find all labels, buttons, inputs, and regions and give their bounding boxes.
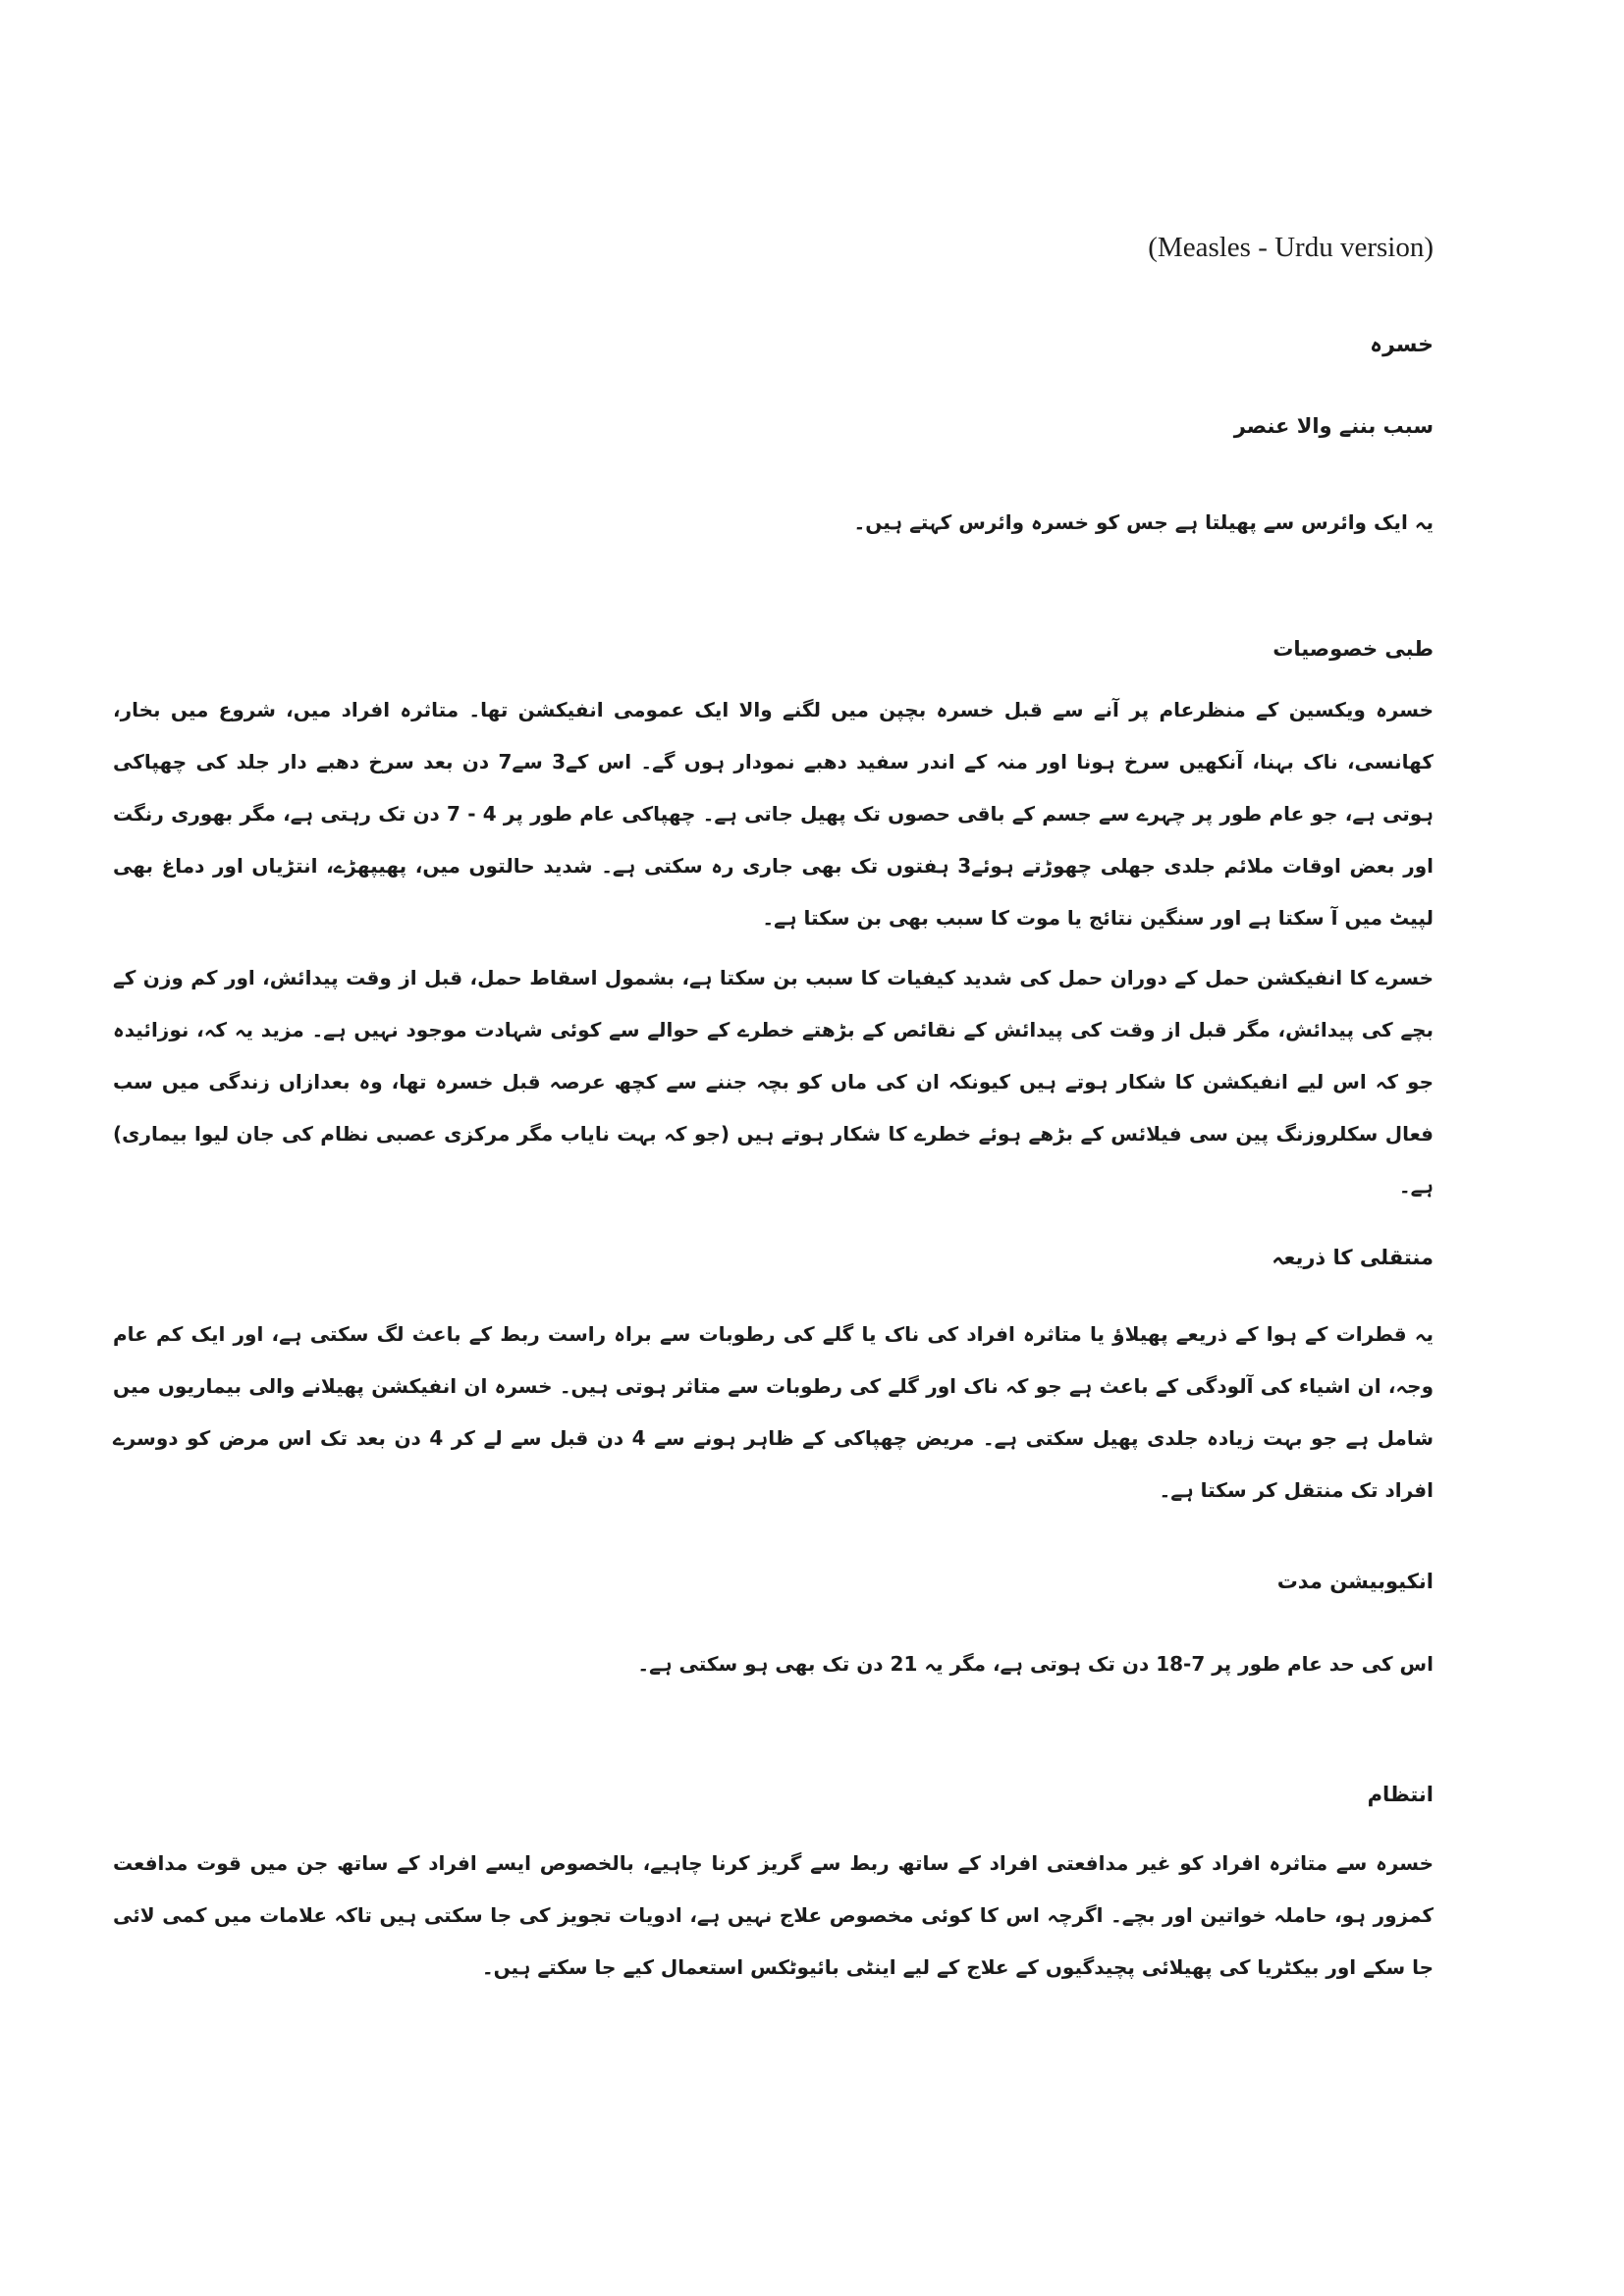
paragraph-causative-agent: یہ ایک وائرس سے پھیلتا ہے جس کو خسرہ وائرس کہتے ہیں۔	[853, 510, 1434, 534]
paragraph-management: خسرہ سے متاثرہ افراد کو غیر مدافعتی افراد کے ساتھ ربط سے گریز کرنا چاہیے، بالخصوص ایسے افراد کے ساتھ جن میں قوت مدافعت کمزور ہو، حاملہ خواتین اور بچے۔ اگرچہ اس کا کوئی مخصوص علاج نہیں ہے، ادویات تجویز کی جا سکتی ہیں تاکہ علامات میں کمی لائی جا سکے اور بیکٹریا کی پھیلائی پچیدگیوں کے علاج کے لیے اینٹی بائیوٹکس استعمال کیے جا سکتے ہیں۔	[113, 1851, 1434, 1979]
paragraph-incubation-period: اس کی حد عام طور پر 7-18 دن تک ہوتی ہے، مگر یہ 21 دن تک بھی ہو سکتی ہے۔	[637, 1652, 1434, 1676]
paragraph-transmission: یہ قطرات کے ہوا کے ذریعے پھیلاؤ یا متاثرہ افراد کی ناک یا گلے کی رطوبات سے براہ راست ربط کے باعث لگ سکتی ہے، اور ایک کم عام وجہ، ان اشیاء کی آلودگی کے باعث ہے جو کہ ناک اور گلے کی رطوبات سے متاثر ہوتی ہیں۔ خسرہ ان انفیکشن پھیلانے والی بیماریوں میں شامل ہے جو بہت زیادہ جلدی پھیل سکتی ہے۔ مریض چھپاکی کے ظاہر ہونے سے 4 دن قبل سے لے کر 4 دن بعد تک اس مرض کو دوسرے افراد تک منتقل کر سکتا ہے۔	[113, 1322, 1434, 1502]
language-note: (Measles - Urdu version)	[1148, 232, 1434, 263]
section-heading-transmission: منتقلی کا ذریعہ	[1272, 1246, 1434, 1269]
paragraph-clinical-features-2: خسرے کا انفیکشن حمل کے دوران حمل کی شدید کیفیات کا سبب بن سکتا ہے، بشمول اسقاط حمل، قبل از وقت پیدائش، اور کم وزن کے بچے کی پیدائش، مگر قبل از وقت کی پیدائش کے نقائص کے بڑھتے خطرے کے حوالے سے کوئی شہادت موجود نہیں ہے۔ مزید یہ کہ، نوزائیدہ جو کہ اس لیے انفیکشن کا شکار ہوتے ہیں کیونکہ ان کی ماں کو بچہ جننے سے کچھ عرصہ قبل خسرہ تھا، وہ بعدازاں زندگی میں سب فعال سکلروزنگ پین سی فیلائس کے بڑھے ہوئے خطرے کا شکار ہوتے ہیں (جو کہ بہت نایاب مگر مرکزی عصبی نظام کی جان لیوا بیماری) ہے۔	[113, 966, 1434, 1198]
document-title: خسرہ	[1370, 333, 1434, 357]
paragraph-clinical-features-1: خسرہ ویکسین کے منظرعام پر آنے سے قبل خسرہ بچپن میں لگنے والا ایک عمومی انفیکشن تھا۔ متاثرہ افراد میں، شروع میں بخار، کھانسی، ناک بہنا، آنکھیں سرخ ہونا اور منہ کے اندر سفید دھبے نمودار ہوں گے۔ اس کے3 سے7 دن بعد سرخ دھبے دار جلد کی چھپاکی ہوتی ہے، جو عام طور پر چہرے سے جسم کے باقی حصوں تک پھیل جاتی ہے۔ چھپاکی عام طور پر 4 - 7 دن تک رہتی ہے، مگر بھوری رنگت اور بعض اوقات ملائم جلدی جھلی چھوڑتے ہوئے3 ہفتوں تک بھی جاری رہ سکتی ہے۔ شدید حالتوں میں، پھیپھڑے، انتڑیاں اور دماغ بھی لپیٹ میں آ سکتا ہے اور سنگین نتائج یا موت کا سبب بھی بن سکتا ہے۔	[113, 698, 1434, 930]
section-heading-causative-agent: سبب بننے والا عنصر	[1233, 414, 1434, 438]
section-heading-management: انتظام	[1367, 1783, 1434, 1806]
section-heading-clinical-features: طبی خصوصیات	[1272, 637, 1434, 661]
section-heading-incubation-period: انکیوبیشن مدت	[1276, 1570, 1434, 1593]
